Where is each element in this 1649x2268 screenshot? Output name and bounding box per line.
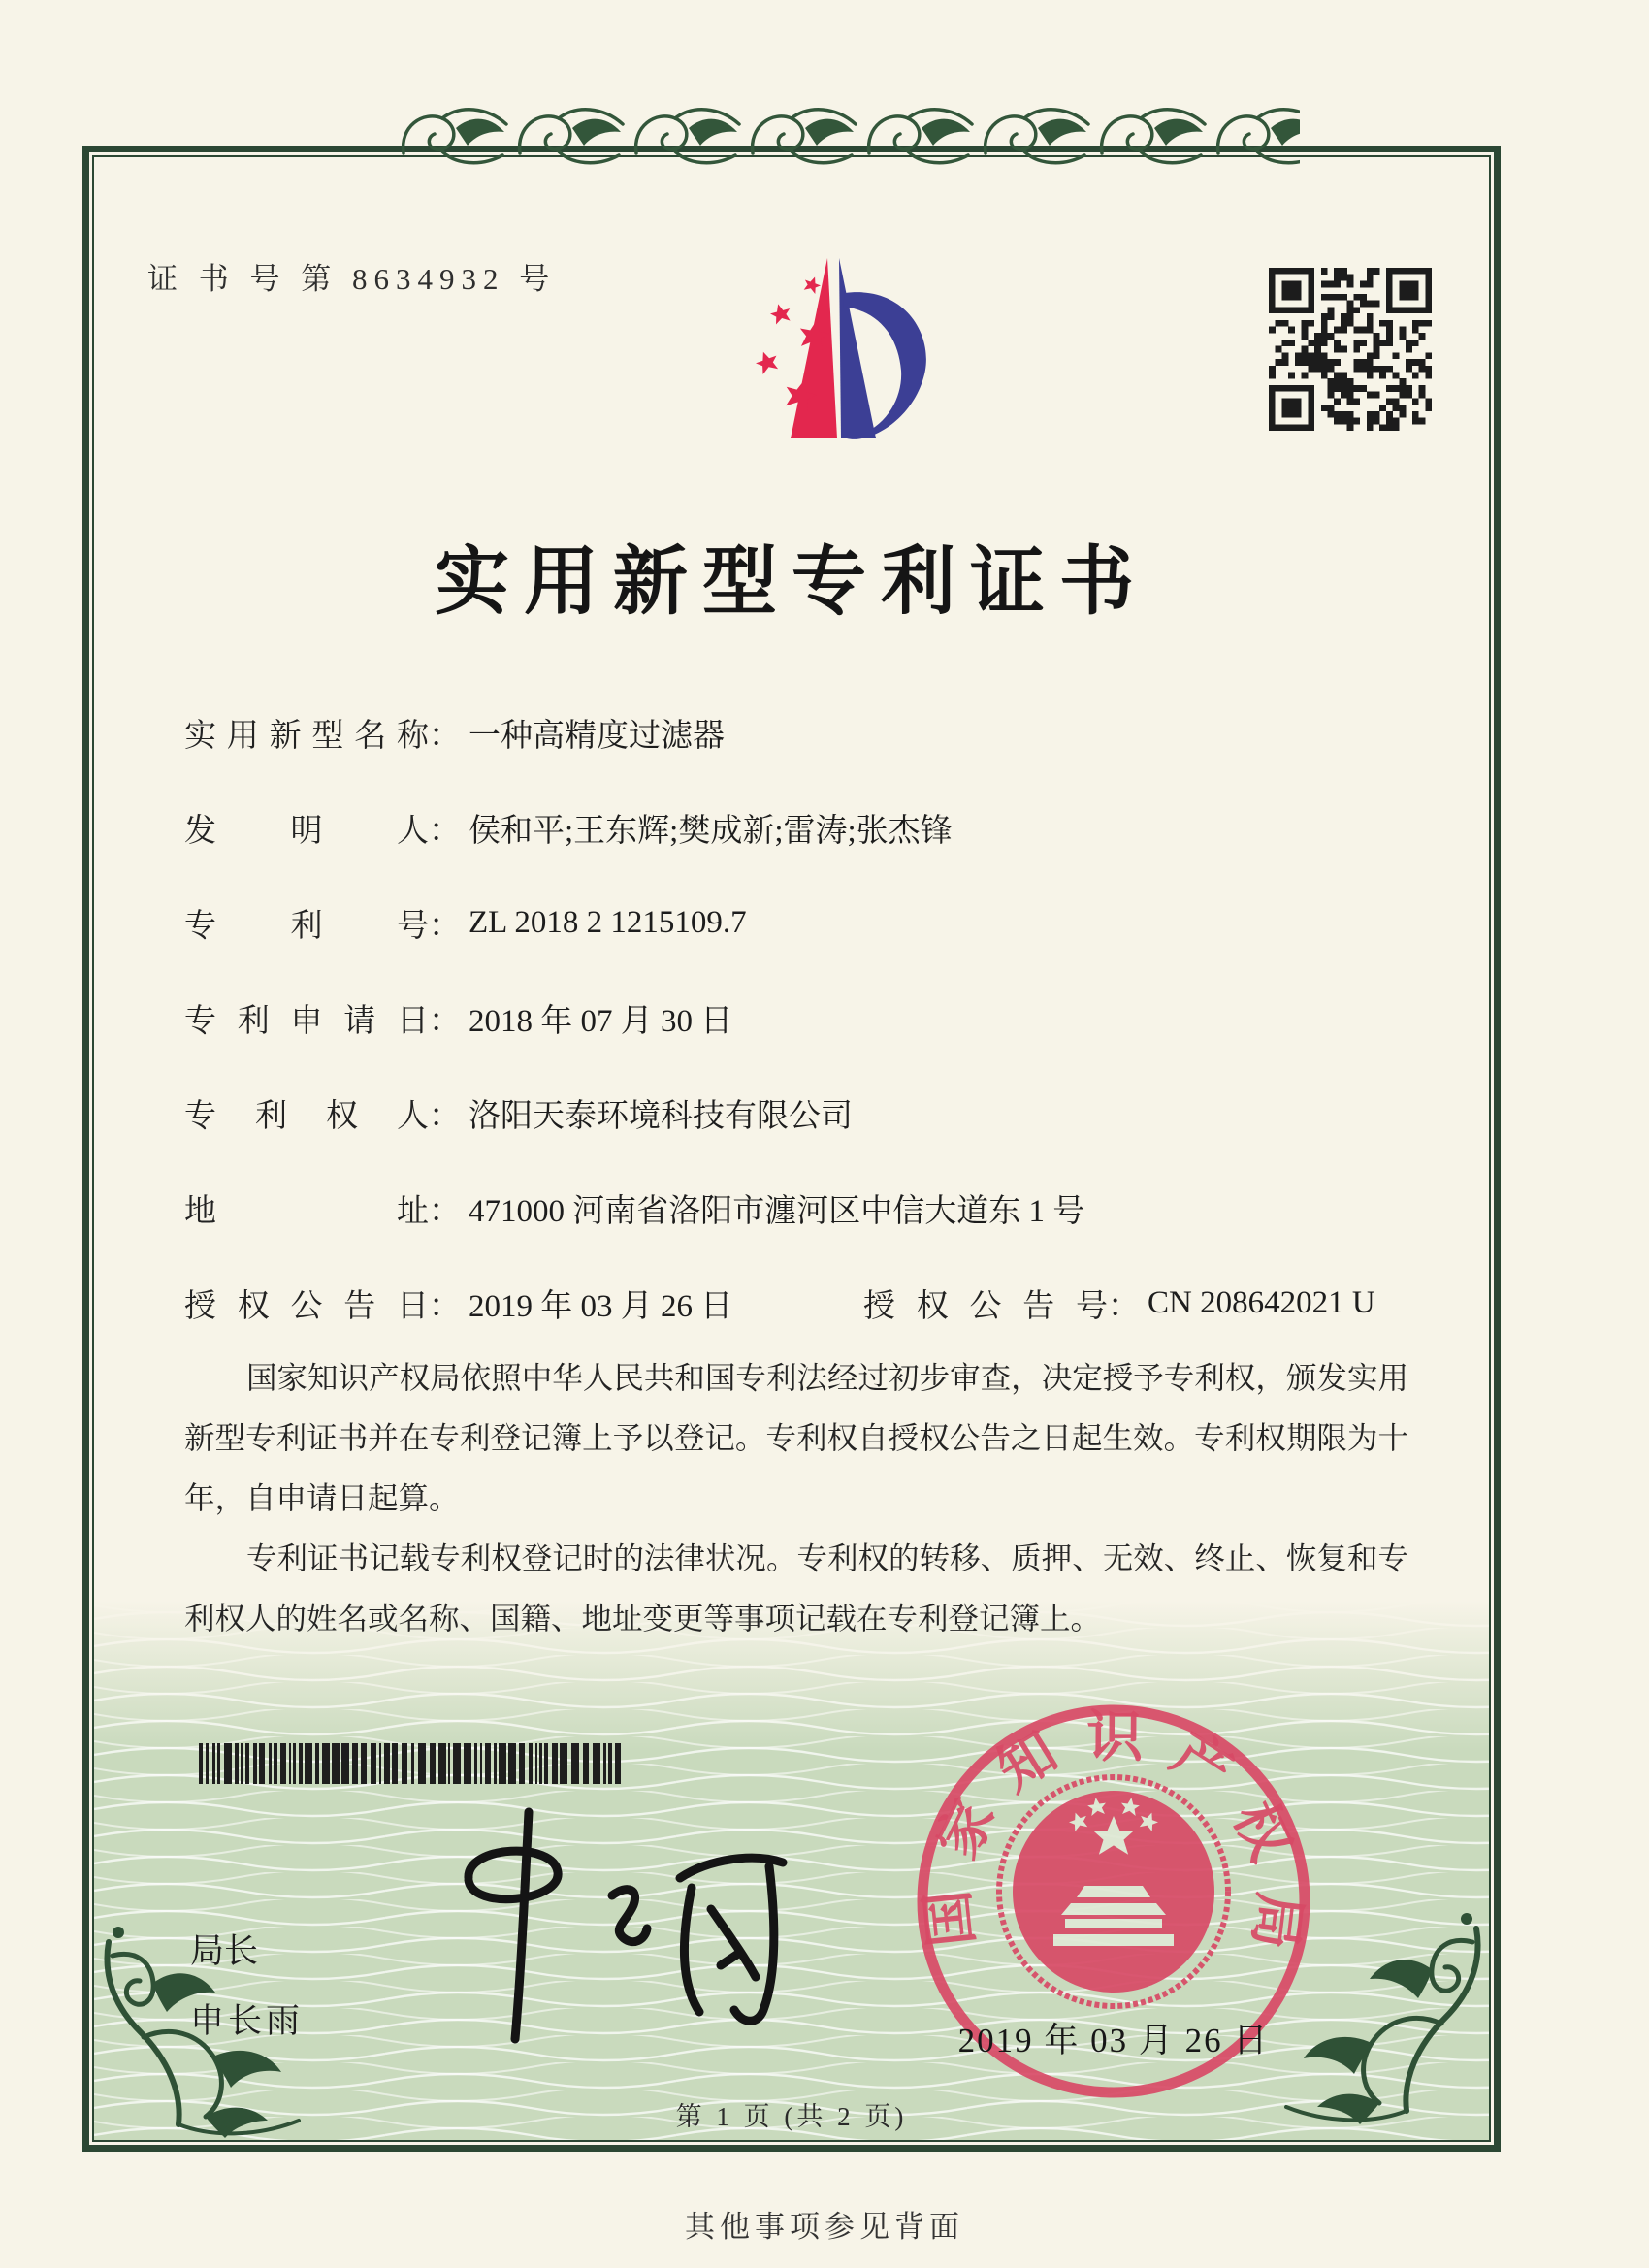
- field-value: 2018 年 07 月 30 日: [469, 1003, 733, 1039]
- field-value: 2019 年 03 月 26 日: [469, 1288, 733, 1324]
- field-label: 实用新型名称: [184, 718, 429, 754]
- field-colon: ：: [429, 813, 461, 849]
- field-patentee: [184, 1065, 1426, 1160]
- field-patent-number: [184, 875, 1426, 970]
- director-title: 局长: [190, 1932, 259, 1970]
- field-value: 471000 河南省洛阳市瀍河区中信大道东 1 号: [469, 1193, 1085, 1229]
- seal-date: 2019 年 03 月 26 日: [957, 2022, 1270, 2059]
- seal-org-text: 国家知识产权局: [916, 1704, 1312, 1953]
- field-value: 一种高精度过滤器: [469, 718, 725, 754]
- field-colon: ：: [429, 1193, 461, 1229]
- field-inventors: [184, 780, 1426, 875]
- field-address: [184, 1160, 1426, 1255]
- field-colon: ：: [429, 718, 461, 754]
- field-value: 侯和平;王东辉;樊成新;雷涛;张杰锋: [469, 813, 953, 849]
- director-name: 申长雨: [190, 2002, 305, 2040]
- field-label: 专利申请日: [184, 1003, 429, 1039]
- field-value: ZL 2018 2 1215109.7: [469, 904, 747, 940]
- top-flourish-ornament-icon: [398, 103, 1300, 189]
- director-signature-icon: [383, 1802, 800, 2055]
- barcode-icon: [199, 1743, 621, 1789]
- field-label: 地址: [184, 1193, 429, 1229]
- legal-text: [184, 1348, 1408, 1649]
- field-label: 专利号: [184, 908, 429, 944]
- field-value: CN 208642021 U: [1148, 1284, 1375, 1320]
- qr-code-icon: [1269, 268, 1432, 436]
- field-colon: ：: [429, 908, 461, 944]
- field-colon: ：: [1108, 1288, 1140, 1324]
- certificate-number: 证 书 号 第 8634932 号: [147, 262, 557, 296]
- field-value: 洛阳天泰环境科技有限公司: [469, 1098, 853, 1134]
- field-label: 发明人: [184, 813, 429, 849]
- field-grant-number: [863, 1280, 1375, 1326]
- page-number: 第 1 页 (共 2 页): [675, 2102, 908, 2131]
- cnipa-logo-icon: [742, 243, 941, 461]
- field-label: 授权公告日: [184, 1288, 429, 1324]
- field-colon: ：: [429, 1288, 461, 1324]
- field-colon: ：: [429, 1003, 461, 1039]
- field-utility-model-name: [184, 685, 1426, 780]
- field-list: [184, 685, 1426, 1350]
- field-label: 授权公告号: [863, 1288, 1108, 1324]
- field-grant-row: [184, 1255, 1426, 1350]
- field-colon: ：: [429, 1098, 461, 1134]
- certificate-title: 实用新型专利证书: [435, 540, 1148, 624]
- field-filing-date: [184, 970, 1426, 1065]
- legal-paragraph-2: 专利证书记载专利权登记时的法律状况。专利权的转移、质押、无效、终止、恢复和专利权人的姓名或名称、国籍、地址变更等事项记载在专利登记簿上。: [184, 1541, 1408, 1636]
- back-note: 其他事项参见背面: [685, 2210, 964, 2244]
- legal-paragraph-1: 国家知识产权局依照中华人民共和国专利法经过初步审查，决定授予专利权，颁发实用新型专利证书并在专利登记簿上予以登记。专利权自授权公告之日起生效。专利权期限为十年，自申请日起算。: [184, 1361, 1408, 1515]
- field-label: 专利权人: [184, 1098, 429, 1134]
